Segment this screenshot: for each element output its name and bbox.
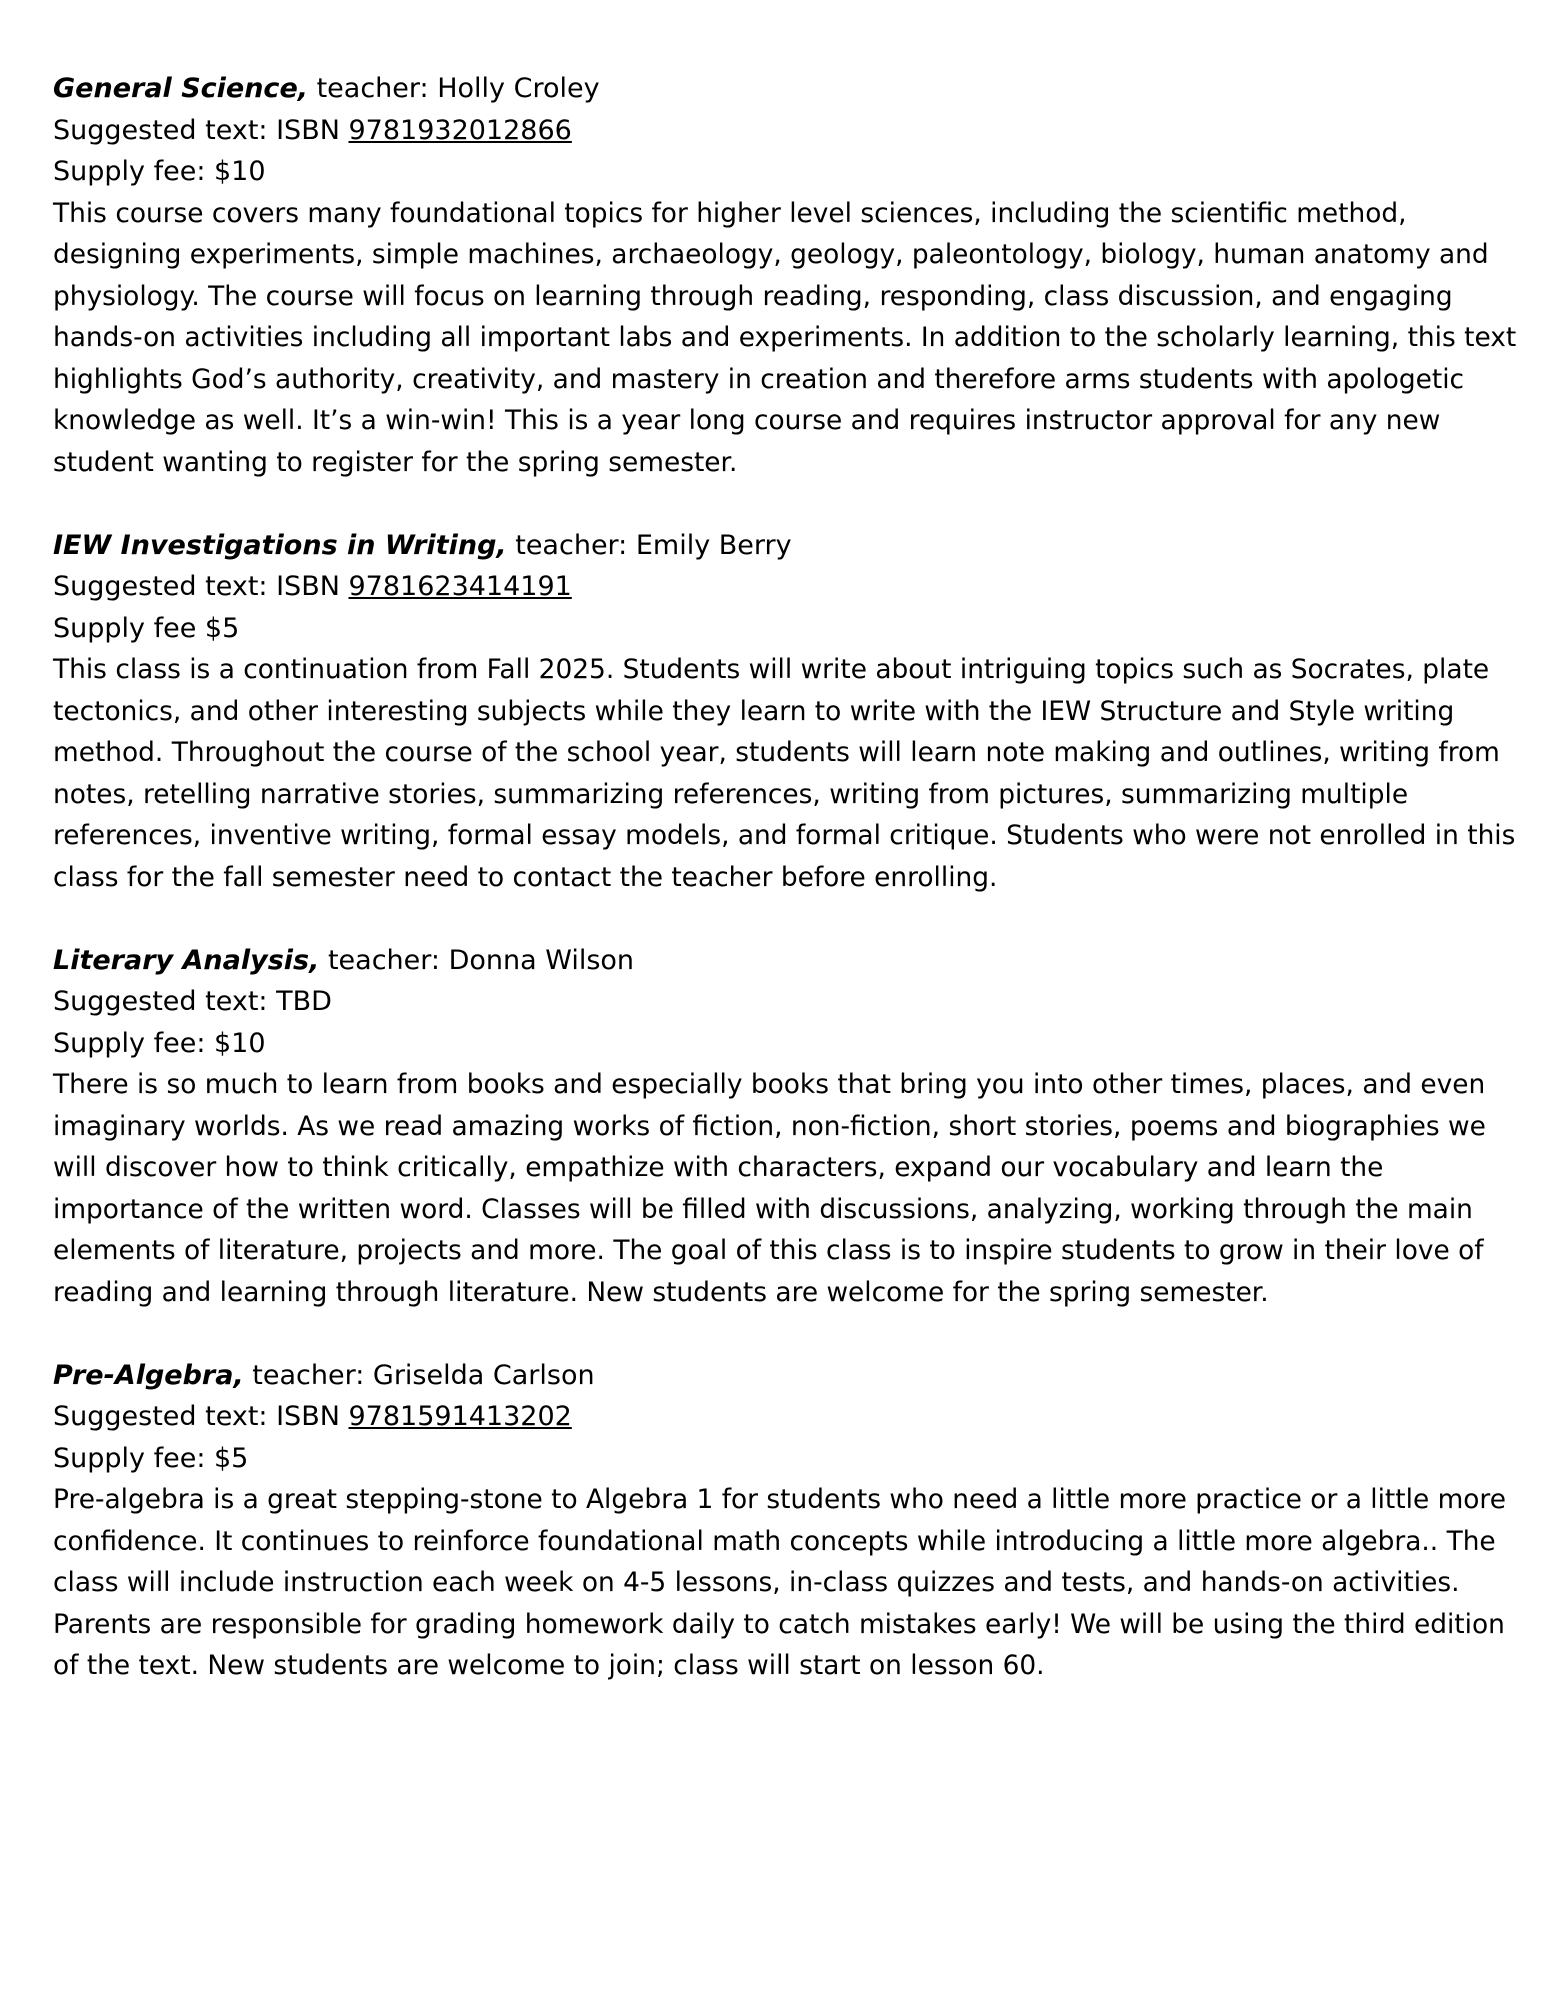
course-heading — [53, 525, 1493, 567]
suggested-text-label: Suggested text: ISBN — [53, 114, 349, 146]
course-teacher: teacher: Emily Berry — [506, 529, 792, 561]
course-heading — [53, 1355, 1493, 1397]
course-description — [53, 1479, 1506, 1687]
supply-fee: Supply fee $5 — [53, 612, 240, 644]
suggested-text: Suggested text: TBD — [53, 986, 332, 1017]
description-line: highlights God’s authority, creativity, and mastery in creation and therefore arms students with apologetic — [53, 363, 1465, 395]
description-line: student wanting to register for the spring semester. — [53, 446, 738, 478]
course-teacher: teacher: Donna Wilson — [319, 944, 635, 976]
course-iew-investigations-in-writing — [53, 525, 1516, 899]
course-teacher: teacher: Griselda Carlson — [243, 1359, 595, 1391]
course-title: Pre-Algebra, — [53, 1359, 244, 1391]
supply-fee: Supply fee: $10 — [53, 156, 266, 187]
isbn-link[interactable]: 9781932012866 — [348, 114, 572, 146]
course-pre-algebra — [53, 1355, 1506, 1687]
description-line: imaginary worlds. As we read amazing works of fiction, non-fiction, short stories, poems and biographies we — [53, 1110, 1486, 1142]
course-description — [53, 1064, 1493, 1313]
isbn-link[interactable]: 9781591413202 — [348, 1401, 572, 1432]
description-line: of the text. New students are welcome to join; class will start on lesson 60. — [53, 1650, 1045, 1681]
supply-fee: Supply fee: $10 — [53, 1027, 266, 1059]
suggested-text-label: Suggested text: ISBN — [53, 1401, 349, 1432]
description-line: class for the fall semester need to contact the teacher before enrolling. — [53, 861, 998, 893]
suggested-text-label: Suggested text: ISBN — [53, 571, 349, 602]
description-line: Parents are responsible for grading homework daily to catch mistakes early! We will be using the third edition — [53, 1608, 1505, 1640]
course-document — [53, 68, 1517, 1728]
course-general-science — [53, 68, 1517, 483]
description-line: designing experiments, simple machines, archaeology, geology, paleontology, biology, human anatomy and — [53, 239, 1489, 270]
description-line: This class is a continuation from Fall 2025. Students will write about intriguing topics such as Socrates, plate — [53, 654, 1490, 685]
description-line: physiology. The course will focus on learning through reading, responding, class discussion, and engaging — [53, 280, 1453, 312]
suggested-text — [53, 566, 1493, 608]
description-line: notes, retelling narrative stories, summarizing references, writing from pictures, summarizing multiple — [53, 778, 1409, 810]
description-line: Pre-algebra is a great stepping-stone to Algebra 1 for students who need a little more practice or a little more — [53, 1484, 1506, 1515]
course-literary-analysis — [53, 940, 1493, 1314]
suggested-text — [53, 110, 1493, 152]
description-line: confidence. It continues to reinforce foundational math concepts while introducing a little more algebra.. The — [53, 1525, 1496, 1557]
description-line: hands-on activities including all important labs and experiments. In addition to the scholarly learning, this text — [53, 322, 1517, 353]
description-line: elements of literature, projects and more. The goal of this class is to inspire students to grow in their love of — [53, 1235, 1484, 1266]
description-line: knowledge as well. It’s a win-win! This is a year long course and requires instructor approval for any new — [53, 405, 1441, 436]
suggested-text — [53, 1396, 1493, 1438]
isbn-link[interactable]: 9781623414191 — [348, 571, 572, 602]
description-line: This course covers many foundational topics for higher level sciences, including the scientific method, — [53, 197, 1407, 229]
course-description — [53, 193, 1517, 484]
description-line: reading and learning through literature. New students are welcome for the spring semester. — [53, 1276, 1269, 1308]
course-title: IEW Investigations in Writing, — [53, 529, 507, 561]
description-line: class will include instruction each week on 4-5 lessons, in-class quizzes and tests, and hands-on activities. — [53, 1567, 1460, 1598]
description-line: There is so much to learn from books and especially books that bring you into other times, places, and even — [53, 1069, 1486, 1100]
course-title: Literary Analysis, — [53, 944, 320, 976]
description-line: importance of the written word. Classes will be filled with discussions, analyzing, working through the main — [53, 1193, 1473, 1225]
description-line: will discover how to think critically, empathize with characters, expand our vocabulary and learn the — [53, 1152, 1384, 1183]
course-heading — [53, 940, 1493, 982]
description-line: references, inventive writing, formal essay models, and formal critique. Students who were not enrolled in this — [53, 820, 1516, 851]
description-line: method. Throughout the course of the school year, students will learn note making and outlines, writing from — [53, 737, 1500, 768]
course-heading — [53, 68, 1493, 110]
description-line: tectonics, and other interesting subjects while they learn to write with the IEW Structure and Style writing — [53, 695, 1455, 727]
supply-fee: Supply fee: $5 — [53, 1442, 249, 1474]
course-description — [53, 649, 1516, 898]
course-title: General Science, — [53, 73, 309, 104]
course-teacher: teacher: Holly Croley — [308, 73, 600, 104]
